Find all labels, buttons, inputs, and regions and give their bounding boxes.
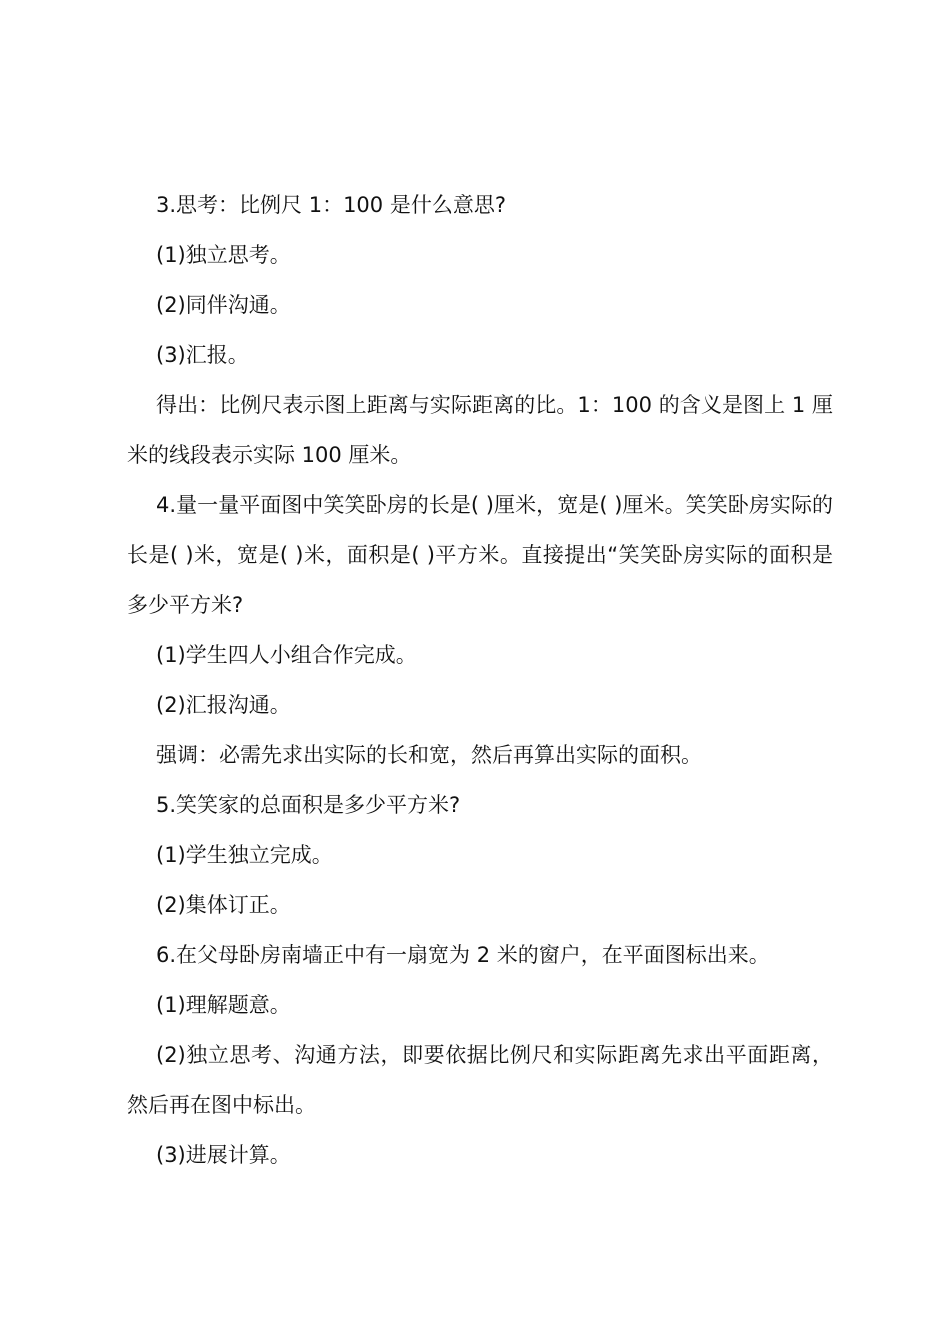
paragraph-q4-step1: (1)学生四人小组合作完成。	[156, 643, 417, 667]
paragraph-q5-step2: (2)集体订正。	[156, 893, 291, 917]
paragraph-q6-step2: (2)独立思考、沟通方法，即要依据比例尺和实际距离先求出平面距离，然后再在图中标出。	[127, 1043, 833, 1117]
paragraph-q3-step1: (1)独立思考。	[156, 243, 291, 267]
paragraph-q3-step3: (3)汇报。	[156, 343, 249, 367]
paragraph-q6: 6.在父母卧房南墙正中有一扇宽为 2 米的窗户，在平面图标出来。	[156, 943, 770, 967]
paragraph-q5: 5.笑笑家的总面积是多少平方米?	[156, 793, 461, 817]
paragraph-q6-step1: (1)理解题意。	[156, 993, 291, 1017]
paragraph-q4-step2: (2)汇报沟通。	[156, 693, 291, 717]
document-page	[127, 180, 833, 1180]
paragraph-q3-conclusion: 得出：比例尺表示图上距离与实际距离的比。1：100 的含义是图上 1 厘米的线段表示实际 100 厘米。	[127, 393, 833, 467]
paragraph-q3: 3.思考：比例尺 1：100 是什么意思?	[156, 193, 506, 217]
paragraph-q3-step2: (2)同伴沟通。	[156, 293, 291, 317]
paragraph-q4-emphasis: 强调：必需先求出实际的长和宽，然后再算出实际的面积。	[156, 743, 702, 767]
paragraph-q6-step3: (3)进展计算。	[156, 1143, 291, 1167]
paragraph-q5-step1: (1)学生独立完成。	[156, 843, 333, 867]
paragraph-q4: 4.量一量平面图中笑笑卧房的长是( )厘米，宽是( )厘米。笑笑卧房实际的长是( )米，宽是( )米，面积是( )平方米。直接提出“笑笑卧房实际的面积是多少平方米?	[127, 493, 833, 617]
